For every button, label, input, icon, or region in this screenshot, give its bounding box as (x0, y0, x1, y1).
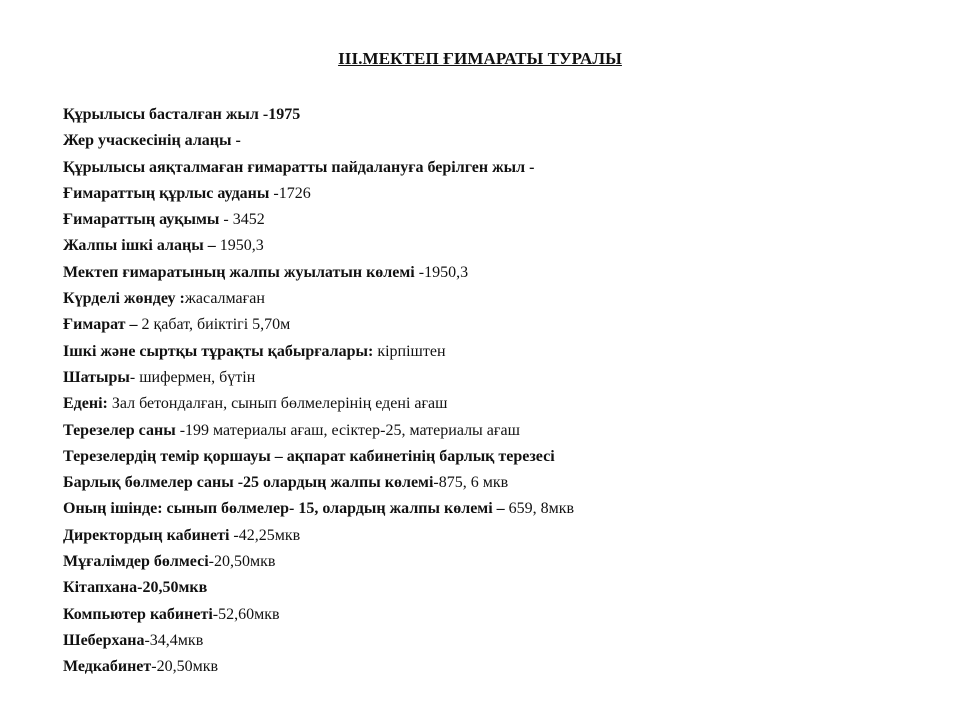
info-line (63, 628, 923, 654)
info-value: -20,50мкв (151, 658, 219, 676)
info-line (63, 496, 923, 522)
info-label: Мектеп ғимаратының жалпы жуылатын көлемі (63, 263, 415, 281)
info-value: кірпіштен (373, 342, 446, 360)
info-value: - шифермен, бүтін (129, 368, 256, 386)
info-label: Медкабинет (63, 658, 152, 676)
info-label: Құрылысы басталған жыл -1975 (63, 106, 301, 123)
info-line (63, 102, 923, 128)
info-line (63, 523, 923, 549)
info-label: Құрылысы аяқталмаған ғимаратты пайдалануға берілген жыл - (63, 158, 535, 176)
info-line (63, 470, 923, 496)
info-label: Күрделі жөндеу : (63, 290, 185, 308)
info-label: Оның ішінде: сынып бөлмелер- 15, олардың жалпы көлемі – (63, 500, 505, 518)
info-line (63, 155, 923, 181)
info-label: Жалпы ішкі алаңы – (63, 237, 216, 255)
info-line (63, 549, 923, 575)
section-title: ІІІ.МЕКТЕП ҒИМАРАТЫ ТУРАЛЫ (338, 49, 622, 68)
info-label: Шеберхана (63, 631, 145, 649)
info-value: -52,60мкв (212, 605, 280, 623)
info-line (63, 654, 923, 680)
info-line (63, 391, 923, 417)
info-label: Ішкі және сыртқы тұрақты қабырғалары: (63, 342, 374, 360)
info-line (63, 602, 923, 628)
info-label: Ғимараттың құрлыс ауданы (63, 184, 270, 202)
info-line (63, 260, 923, 286)
info-line (63, 128, 923, 154)
info-label: Кітапхана-20,50мкв (63, 579, 208, 597)
info-value: -34,4мкв (144, 631, 204, 649)
info-value: -875, 6 мкв (433, 474, 509, 492)
info-label: Директордың кабинеті (63, 526, 230, 544)
info-label: Барлық бөлмелер саны -25 олардың жалпы көлемі (63, 474, 434, 492)
info-list (63, 102, 923, 681)
info-label: Шатыры (63, 368, 130, 386)
info-value: жасалмаған (184, 290, 265, 308)
info-value: -42,25мкв (229, 526, 301, 544)
info-value: -20,50мкв (208, 553, 276, 571)
info-value: -1726 (269, 184, 311, 202)
info-label: Терезелер саны (63, 421, 176, 439)
info-line (63, 365, 923, 391)
info-value: 1950,3 (215, 237, 264, 255)
info-line (63, 575, 923, 601)
info-value: -1950,3 (414, 263, 469, 281)
info-line (63, 418, 923, 444)
info-line (63, 444, 923, 470)
info-value: - 3452 (219, 211, 265, 229)
info-label: Ғимарат – (63, 316, 138, 334)
info-label: Терезелердің темір қоршауы – ақпарат кабинетінің барлық терезесі (63, 447, 555, 465)
info-label: Едені: (63, 395, 108, 413)
info-label: Ғимараттың ауқымы (63, 211, 220, 229)
info-label: Мұғалімдер бөлмесі (63, 553, 209, 571)
info-line (63, 312, 923, 338)
info-label: Компьютер кабинеті (63, 605, 213, 623)
info-value: 659, 8мкв (504, 500, 575, 518)
info-line (63, 339, 923, 365)
info-line (63, 233, 923, 259)
info-line (63, 286, 923, 312)
info-label: Жер учаскесінің алаңы - (63, 132, 241, 150)
info-value: Зал бетондалған, сынып бөлмелерінің едені ағаш (107, 395, 448, 413)
info-value: 2 қабат, биіктігі 5,70м (137, 316, 291, 334)
info-line (63, 181, 923, 207)
info-line (63, 207, 923, 233)
info-value: -199 материалы ағаш, есіктер-25, материалы ағаш (175, 421, 520, 439)
